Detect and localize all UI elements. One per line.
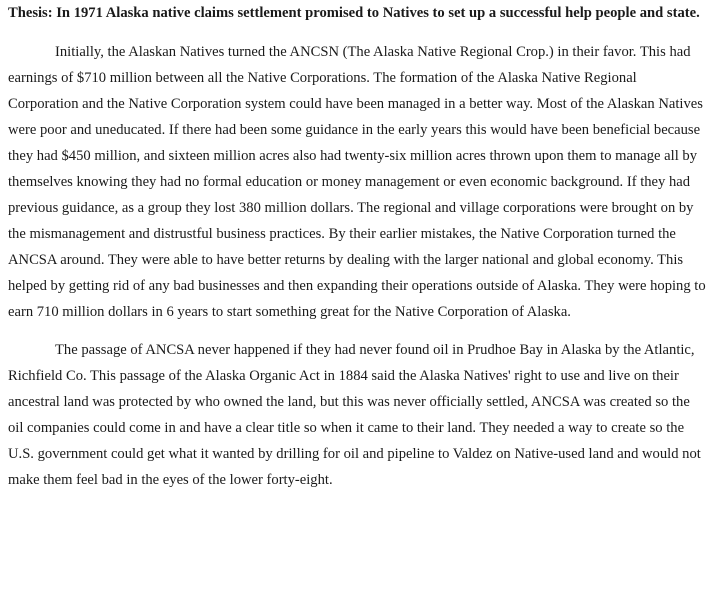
paragraph-1: Initially, the Alaskan Natives turned the ANCSN (The Alaska Native Regional Crop.) in their favor. This had earnings of $710 million between all the Native Corporations. The formation of the Alaska Native Regional Corporation and the Native Corporation system could have been managed in a better way. Most of the Alaskan Natives were poor and uneducated. If there had been some guidance in the early years this would have been beneficial because they had $450 million, and sixteen million acres also had twenty-six million acres thrown upon them to manage all by themselves knowing they had no formal education or money management or even economic background. If they had previous guidance, as a group they lost 380 million dollars. The regional and village corporations were brought on by the mismanagement and distrustful business practices. By their earlier mistakes, the Native Corporation turned the ANCSA around. They were able to have better returns by dealing with the larger national and global economy. This helped by getting rid of any bad businesses and then expanding their operations outside of Alaska. They were hoping to earn 710 million dollars in 6 years to start something great for the Native Corporation of Alaska. (8, 44, 706, 321)
paragraph-2: The passage of ANCSA never happened if they had never found oil in Prudhoe Bay in Alaska by the Atlantic, Richfield Co. This passage of the Alaska Organic Act in 1884 said the Alaska Natives' right to use and live on their ancestral land was protected by who owned the land, but this was never officially settled, ANCSA was created so the oil companies could come in and have a clear title so when it came to their land. They needed a way to create so the U.S. government could get what it wanted by drilling for oil and pipeline to Valdez on Native-used land and would not make them feel bad in the eyes of the lower forty-eight. (8, 341, 701, 488)
document-body (8, 0, 708, 493)
thesis-statement: Thesis: In 1971 Alaska native claims settlement promised to Natives to set up a successful help people and state. (8, 5, 700, 21)
